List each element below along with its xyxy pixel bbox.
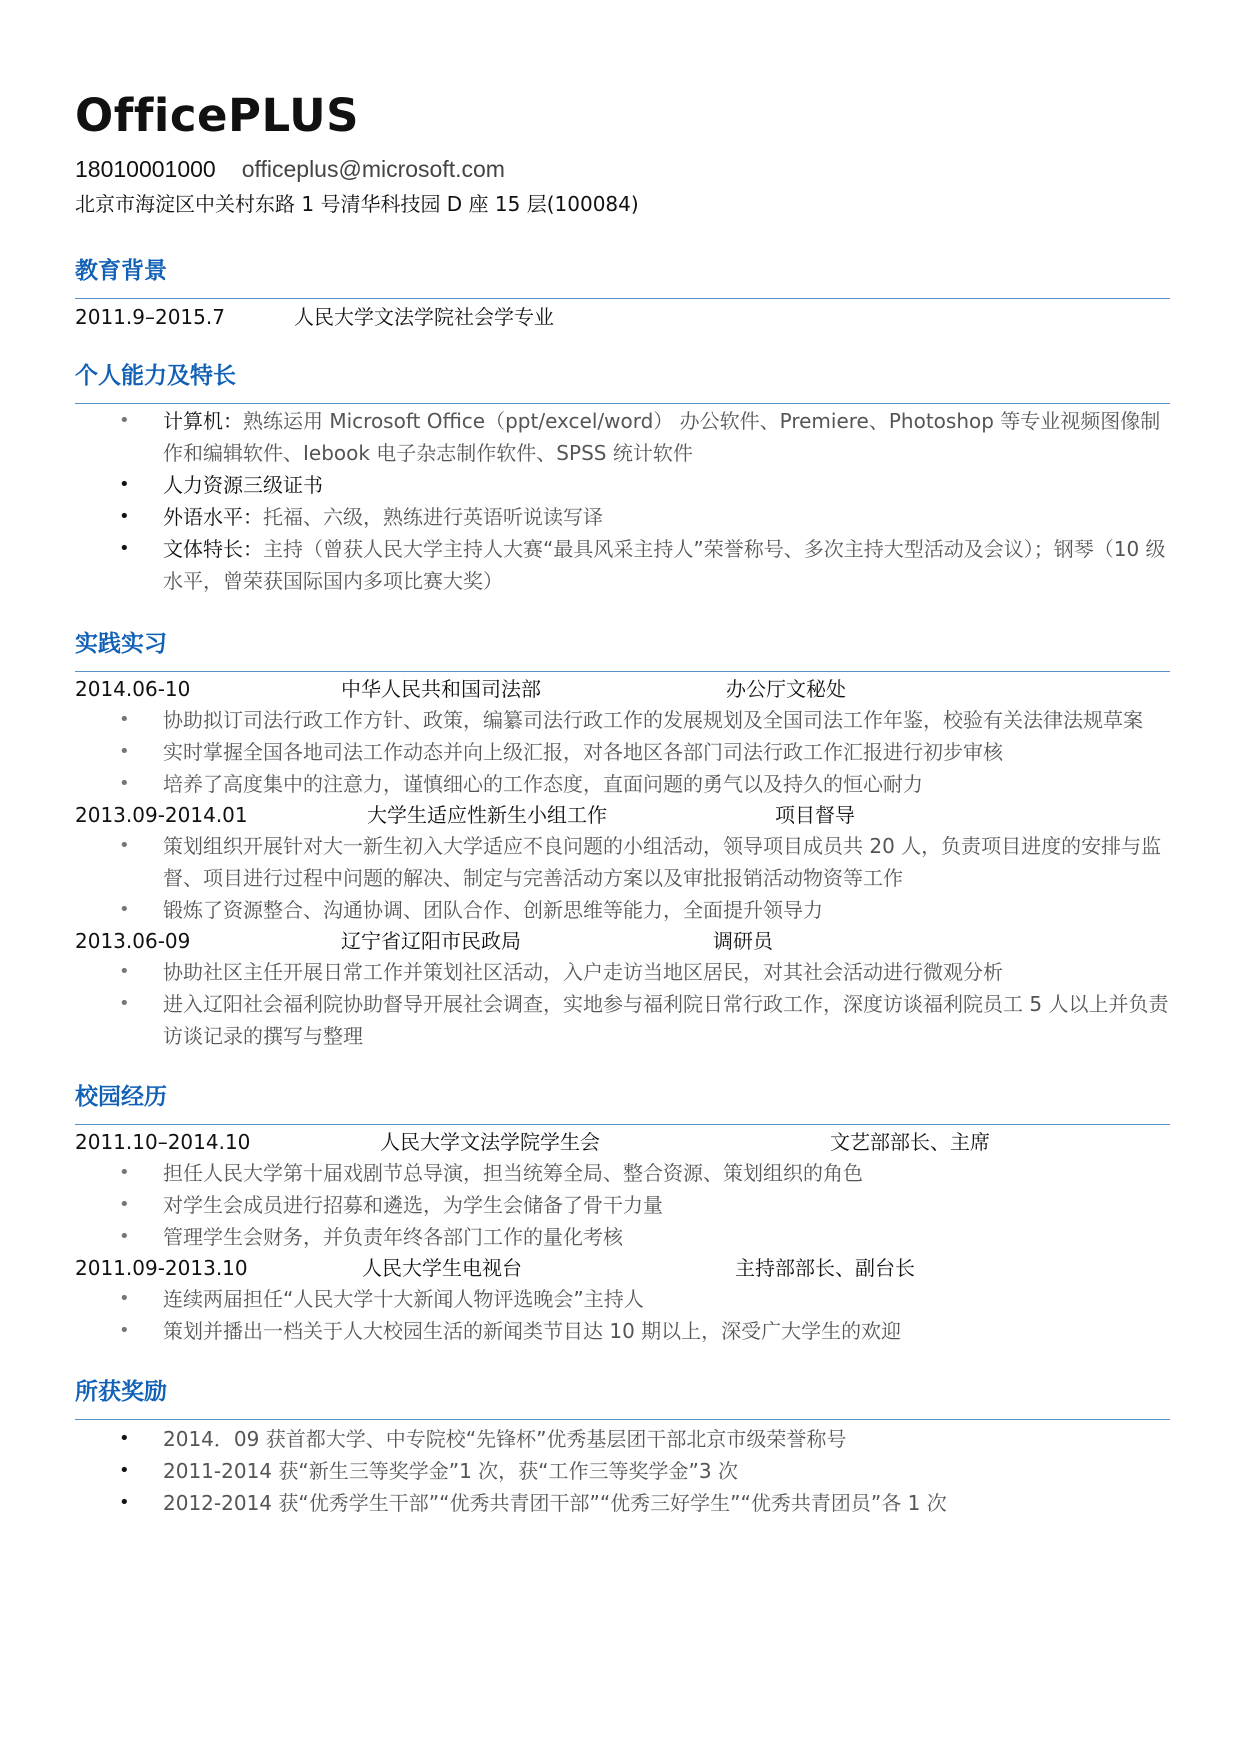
experience-period: 2011.09-2013.10 xyxy=(75,1256,248,1280)
bullet-icon: • xyxy=(119,1288,130,1309)
bullet-icon: • xyxy=(119,1428,130,1449)
award-text: 2011-2014 获“新生三等奖学金”1 次，获“工作三等奖学金”3 次 xyxy=(163,1459,738,1483)
section-title-internship: 实践实习 xyxy=(75,631,167,657)
experience-org: 人民大学文法学院学生会 xyxy=(380,1130,600,1154)
email-address: officeplus@microsoft.com xyxy=(241,156,505,182)
bullet-icon: • xyxy=(119,506,130,527)
bullet-icon: • xyxy=(119,835,130,856)
bullet-text: 管理学生会财务，并负责年终各部门工作的量化考核 xyxy=(163,1225,623,1249)
bullet-icon: • xyxy=(119,1194,130,1215)
experience-role: 主持部部长、副台长 xyxy=(735,1256,915,1280)
list-item xyxy=(75,956,1170,988)
skill-lead: 人力资源三级证书 xyxy=(163,473,323,497)
section-title-education: 教育背景 xyxy=(75,258,167,284)
list-item xyxy=(75,736,1170,768)
bullet-text: 策划并播出一档关于人大校园生活的新闻类节目达 10 期以上，深受广大学生的欢迎 xyxy=(163,1319,902,1343)
section-campus xyxy=(75,1082,1170,1347)
skill-lead: 外语水平： xyxy=(163,505,263,529)
bullet-text: 培养了高度集中的注意力，谨慎细心的工作态度，直面问题的勇气以及持久的恒心耐力 xyxy=(163,772,923,796)
skill-lead: 文体特长： xyxy=(163,537,263,561)
bullet-icon: • xyxy=(119,474,130,495)
experience-role: 项目督导 xyxy=(775,803,855,827)
experience-org: 人民大学生电视台 xyxy=(362,1256,522,1280)
section-title-awards: 所获奖励 xyxy=(75,1379,167,1405)
list-item xyxy=(75,1189,1170,1221)
skill-lead: 计算机： xyxy=(163,409,243,433)
education-school: 人民大学文法学院社会学专业 xyxy=(294,305,554,329)
experience-org: 辽宁省辽阳市民政局 xyxy=(341,929,521,953)
experience-period: 2011.10–2014.10 xyxy=(75,1130,251,1154)
resume-content xyxy=(75,88,1170,1519)
bullet-text: 协助拟订司法行政工作方针、政策，编纂司法行政工作的发展规划及全国司法工作年鉴，校验有关法律法规草案 xyxy=(163,708,1143,732)
bullet-text: 担任人民大学第十届戏剧节总导演，担当统筹全局、整合资源、策划组织的角色 xyxy=(163,1161,863,1185)
bullet-icon: • xyxy=(119,993,130,1014)
bullet-icon: • xyxy=(119,410,130,431)
bullet-icon: • xyxy=(119,709,130,730)
bullet-text: 实时掌握全国各地司法工作动态并向上级汇报，对各地区各部门司法行政工作汇报进行初步审核 xyxy=(163,740,1003,764)
experience-period: 2013.06-09 xyxy=(75,929,191,953)
experience-row xyxy=(75,800,1170,830)
list-item xyxy=(75,469,1170,501)
experience-org: 大学生适应性新生小组工作 xyxy=(367,803,607,827)
list-item xyxy=(75,1423,1170,1455)
bullet-icon: • xyxy=(119,1492,130,1513)
skills-list xyxy=(75,405,1170,597)
awards-list xyxy=(75,1423,1170,1519)
bullet-text: 锻炼了资源整合、沟通协调、团队合作、创新思维等能力，全面提升领导力 xyxy=(163,898,823,922)
bullet-icon: • xyxy=(119,961,130,982)
bullet-icon: • xyxy=(119,1460,130,1481)
list-item xyxy=(75,1487,1170,1519)
bullet-icon: • xyxy=(119,899,130,920)
list-item xyxy=(75,1221,1170,1253)
section-title-skills: 个人能力及特长 xyxy=(75,363,236,389)
section-skills xyxy=(75,361,1170,597)
experience-period: 2013.09-2014.01 xyxy=(75,803,248,827)
list-item xyxy=(75,1157,1170,1189)
experience-bullets xyxy=(75,830,1170,926)
bullet-icon: • xyxy=(119,1226,130,1247)
experience-row xyxy=(75,1127,1170,1157)
bullet-text: 连续两届担任“人民大学十大新闻人物评选晚会”主持人 xyxy=(163,1287,644,1311)
bullet-text: 进入辽阳社会福利院协助督导开展社会调查，实地参与福利院日常行政工作，深度访谈福利院员工 5 人以上并负责访谈记录的撰写与整理 xyxy=(163,992,1169,1048)
section-divider xyxy=(75,1124,1170,1125)
section-internship xyxy=(75,629,1170,1052)
experience-org: 中华人民共和国司法部 xyxy=(341,677,541,701)
list-item xyxy=(75,1455,1170,1487)
section-divider xyxy=(75,403,1170,404)
experience-row xyxy=(75,674,1170,704)
experience-role: 办公厅文秘处 xyxy=(726,677,846,701)
section-divider xyxy=(75,671,1170,672)
home-address: 北京市海淀区中关村东路 1 号清华科技园 D 座 15 层(100084) xyxy=(75,192,639,216)
bullet-icon: • xyxy=(119,773,130,794)
list-item xyxy=(75,894,1170,926)
award-text: 2012-2014 获“优秀学生干部”“优秀共青团干部”“优秀三好学生”“优秀共青团员”各 1 次 xyxy=(163,1491,947,1515)
list-item xyxy=(75,405,1170,469)
experience-bullets xyxy=(75,1157,1170,1253)
award-text: 2014．09 获首都大学、中专院校“先锋杯”优秀基层团干部北京市级荣誉称号 xyxy=(163,1427,847,1451)
bullet-icon: • xyxy=(119,538,130,559)
phone-number: 18010001000 xyxy=(75,156,216,182)
education-period: 2011.9–2015.7 xyxy=(75,305,225,329)
bullet-text: 对学生会成员进行招募和遴选，为学生会储备了骨干力量 xyxy=(163,1193,663,1217)
contact-line xyxy=(75,154,1170,184)
experience-bullets xyxy=(75,956,1170,1052)
list-item xyxy=(75,1315,1170,1347)
experience-row xyxy=(75,926,1170,956)
experience-bullets xyxy=(75,1283,1170,1347)
list-item xyxy=(75,830,1170,894)
skill-text: 熟练运用 Microsoft Office（ppt/excel/word） 办公软件、Premiere、Photoshop 等专业视频图像制作和编辑软件、Iebook 电子杂志制作软件、SPSS 统计软件 xyxy=(163,409,1161,465)
experience-period: 2014.06-10 xyxy=(75,677,191,701)
bullet-icon: • xyxy=(119,1162,130,1183)
bullet-icon: • xyxy=(119,741,130,762)
experience-role: 文艺部部长、主席 xyxy=(830,1130,990,1154)
section-title-campus: 校园经历 xyxy=(75,1084,167,1110)
section-divider xyxy=(75,1419,1170,1420)
skill-text: 主持（曾获人民大学主持人大赛“最具风采主持人”荣誉称号、多次主持大型活动及会议）；钢琴（10 级水平，曾荣获国际国内多项比赛大奖） xyxy=(163,537,1166,593)
list-item xyxy=(75,533,1170,597)
bullet-text: 协助社区主任开展日常工作并策划社区活动，入户走访当地区居民，对其社会活动进行微观分析 xyxy=(163,960,1003,984)
section-awards xyxy=(75,1377,1170,1519)
experience-row xyxy=(75,1253,1170,1283)
list-item xyxy=(75,1283,1170,1315)
bullet-text: 策划组织开展针对大一新生初入大学适应不良问题的小组活动，领导项目成员共 20 人，负责项目进度的安排与监督、项目进行过程中问题的解决、制定与完善活动方案以及审批报销活动物资等工作 xyxy=(163,834,1162,890)
list-item xyxy=(75,768,1170,800)
section-divider xyxy=(75,298,1170,299)
bullet-icon: • xyxy=(119,1320,130,1341)
list-item xyxy=(75,501,1170,533)
experience-role: 调研员 xyxy=(713,929,773,953)
list-item xyxy=(75,704,1170,736)
skill-text: 托福、六级，熟练进行英语听说读写译 xyxy=(263,505,603,529)
section-education xyxy=(75,256,1170,332)
candidate-name: OfficePLUS xyxy=(75,89,360,142)
list-item xyxy=(75,988,1170,1052)
experience-bullets xyxy=(75,704,1170,800)
education-row xyxy=(75,302,1170,332)
